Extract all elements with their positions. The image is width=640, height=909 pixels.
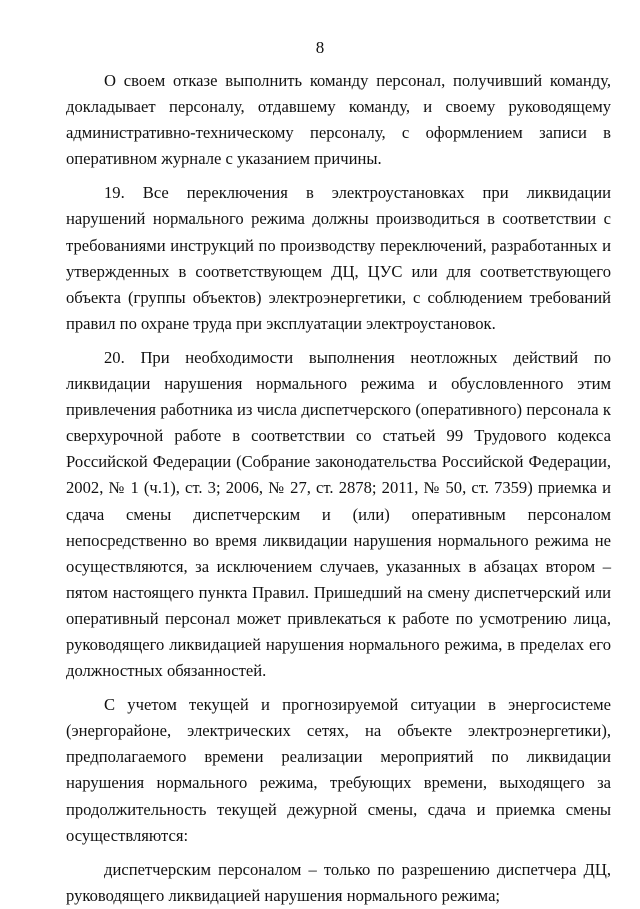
paragraph-shift-handover-conditions: С учетом текущей и прогнозируемой ситуации в энергосистеме (энергорайоне, электрических сетях, на объекте электроэнергетики), предполагаемого времени реализации мероприятий по ликвидации нарушения нормального режима, требующих времени, выходящего за продолжительность текущей дежурной смены, сдача и приемка смены осуществляются: [66,695,611,845]
paragraph-dispatch-personnel: диспетчерским персоналом – только по разрешению диспетчера ДЦ, руководящего ликвидацией нарушения нормального режима; [66,859,611,905]
paragraph-item-19: 19. Все переключения в электроустановках при ликвидации нарушений нормального режима должны производиться в соответствии с требованиями инструкций по производству переключений, разработанных и утвержденных в соответствующем ДЦ, ЦУС или для соответствующего объекта (группы объектов) электроэнергетики, с соблюдением требований правил по охране труда при эксплуатации электроустановок. [66,183,611,333]
page-number: 8 [315,38,325,57]
paragraph-refusal-report: О своем отказе выполнить команду персонал, получивший команду, докладывает персоналу, отдавшему команду, и своему руководящему административно-техническому персоналу, с оформлением записи в оперативном журнале с указанием причины. [66,71,611,169]
paragraph-item-20: 20. При необходимости выполнения неотложных действий по ликвидации нарушения нормального режима и обусловленного этим привлечения работника из числа диспетчерского (оперативного) персонала к сверхурочной работе в соответствии со статьей 99 Трудового кодекса Российской Федерации (Собрание законодательства Российской Федерации, 2002, № 1 (ч.1), ст. 3; 2006, № 27, ст. 2878; 2011, № 50, ст. 7359) приемка и сдача смены диспетчерским и (или) оперативным персоналом непосредственно во время ликвидации нарушения нормального режима не осуществляются, за исключением случаев, указанных в абзацах втором – пятом настоящего пункта Правил. Пришедший на смену диспетчерский или оперативный персонал может привлекаться к работе по усмотрению лица, руководящего ликвидацией нарушения нормального режима, в пределах его должностных обязанностей. [66,347,611,681]
document-body [66,68,611,909]
